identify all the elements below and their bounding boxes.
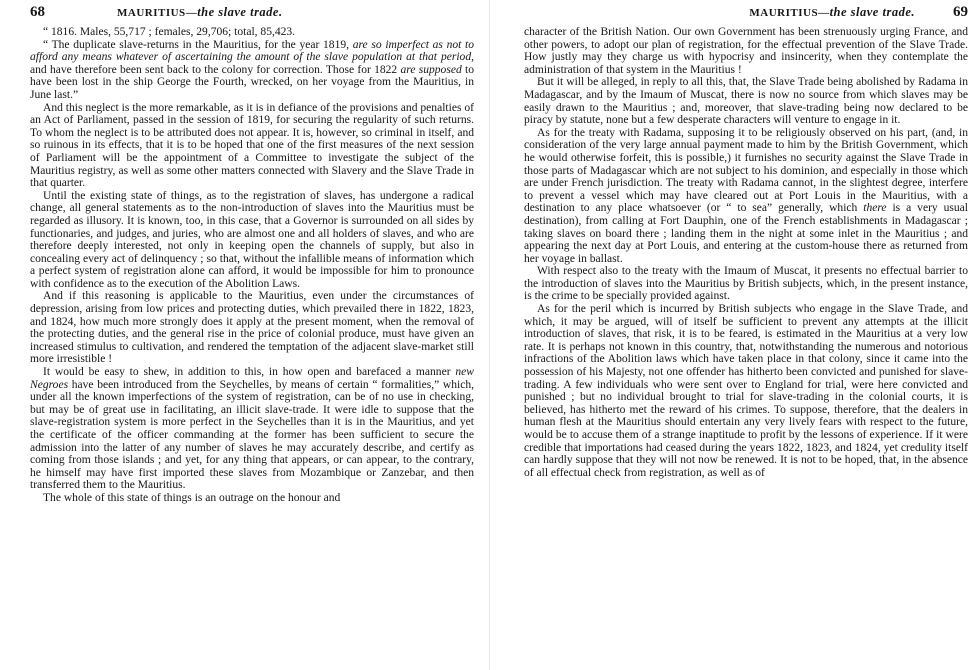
text-run: “ 1816. Males, 55,717 ; females, 29,706; total, 85,423. [43,26,296,38]
text-run: As for the treaty with Radama, supposing it to be religiously observed on his part, (and, in consideration of the very large annual payment made to him by the British Government, which he would otherwise forfeit, this is possible,) it furnishes no security against the Slave Trade in those parts of Madagascar which are not subject to his dominion, and especially in those which are under French jurisdiction. The treaty with Radama cannot, in the slightest degree, interfere to prevent a vessel which may have cleared out at Port Louis in the Mauritius, with a destination to any place whatsoever (or “ to sea” generally, which [524,126,968,215]
paragraph-q3 [524,127,968,266]
running-head-main: MAURITIUS [749,7,819,19]
text-run: there [863,202,887,215]
text-run: character of the British Nation. Our own Government has been strenuously urging France, and other powers, to adopt our plan of registration, for the effectual prevention of the Slave Trade. How justly may they charge us with hypocrisy and insincerity, when they contemplate the administration of that system in the Mauritius ! [524,26,968,76]
paragraph-p2 [30,39,474,102]
text-run: And if this reasoning is applicable to the Mauritius, even under the circumstances of depression, arising from low prices and protecting duties, which prevailed there in 1822, 1823, and 1824, how much more strongly does it apply at the present moment, when the removal of the protecting duties, and the general rise in the price of colonial produce, must have given an increased stimulus to cultivation, and rendered the temptation of the adjacent slave-market still more irresistible ! [30,290,474,366]
paragraph-p3 [30,102,474,190]
page-number: 68 [30,4,45,20]
paragraph-q2 [524,76,968,126]
text-run: And this neglect is the more remarkable, as it is in defiance of the provisions and penalties of an Act of Parliament, passed in the session of 1819, for securing the regularity of such returns. To whom the neglect is to be attributed does not appear. It is, however, so criminal in itself, and so ruinous in its effects, that it is to be hoped that one of the first measures of the next session of Parliament will be the appointment of a Committee to investigate the subject of the Mauritius registry, as well as some other matters connected with Slavery and the Slave Trade in that quarter. [30,101,474,190]
text-run: is a very usual destination), from calling at Fort Dauphin, one of the French establishments in Madagascar ; taking slaves on board there ; landing them in the night at some inlet in the Mauritius ; and appearing the next day at Port Louis, and entering at the custom-house there as returned from her voyage in ballast. [524,202,968,265]
paragraph-p1 [30,26,474,39]
paragraph-p5 [30,290,474,366]
page-number: 69 [953,4,968,20]
text-run: “ The duplicate slave-returns in the Mauritius, for the year 1819, [43,38,353,51]
paragraph-p6 [30,366,474,492]
text-run: are so imperfect as not to afford any means whatever of ascertaining the amount of the slave population at that period, [30,38,474,64]
paragraph-q4 [524,265,968,303]
text-run: new Negroes [30,366,474,391]
text-run: With respect also to the treaty with the Imaum of Muscat, it presents no effectual barrier to the introduction of slaves into the Mauritius by British subjects, which, in the present instance, is the crime to be specially provided against. [524,265,968,303]
text-run: and have therefore been sent back to the colony for correction. Those for 1822 [30,63,401,76]
text-run: Until the existing state of things, as to the registration of slaves, has undergone a radical change, all general statements as to the non-introduction of slaves into the Mauritius must be regarded as illusory. It is known, too, in this case, that a Governor is surrounded on all sides by functionaries, and judges, and juries, who are almost one and all holders of slaves, and who are therefore deeply interested, not only in keeping open the channels of supply, but also in concealing every act of delinquency ; so that, without the infallible means of information which a perfect system of registration alone can afford, it would be impossible for him to pronounce with confidence as to the execution of the Abolition Laws. [30,189,474,290]
text-run: The whole of this state of things is an outrage on the honour and [43,491,341,504]
text-run: are supposed [400,63,462,76]
running-head-sub: the slave trade. [829,5,915,19]
running-head-main: MAURITIUS [117,7,186,19]
running-head-sub: the slave trade. [197,5,283,19]
running-head: MAURITIUS—the slave trade. [117,5,283,19]
text-run: have been introduced from the Seychelles, by means of certain “ formalities,” which, under all the known imperfections of the system of registration, can be of no use in checking, but may be of great use in facilitating, an illicit slave-trade. It were idle to suppose that the slave-registration system is more perfect in the Seychelles than it is in the Mauritius, and yet the certificate of the officer commanding at the former has been sufficient to secure the admission into the latter of any number of slaves he may accurately describe, and certify as coming from those islands ; and yet, for any thing that appears, or can appear, to the contrary, he himself may have first imported these slaves from Mozambique or Zanzebar, and then transferred them to the Mauritius. [30,378,474,492]
left-body-text [30,26,474,505]
paragraph-q1 [524,26,968,76]
text-run: But it will be alleged, in reply to all this, that, the Slave Trade being abolished by Radama in Madagascar, and by the Imaum of Muscat, there is now no source from which slaves may be easily drawn to the Mauritius ; and, moreover, that slave-trading being now declared to be piracy by statute, none but a few desperate characters will venture to engage in it. [524,76,968,127]
paragraph-q5 [524,303,968,479]
right-body-text [524,26,968,479]
paragraph-p7 [30,492,474,505]
running-head: MAURITIUS—the slave trade. [749,5,915,19]
right-page [490,0,980,670]
paragraph-p4 [30,190,474,291]
right-header [524,4,968,26]
text-run: As for the peril which is incurred by British subjects who engage in the Slave Trade, and which, it may be argued, will of itself be sufficient to prevent any attempts at the illicit introduction of slaves, that risk, it is to be feared, is estimated in the Mauritius at a very low rate. It is perhaps not known in this country, that, notwithstanding the numerous and notorious infractions of the Abolition laws which have taken place in that colony, since it came into the possession of his Majesty, not one offender has hitherto been convicted and punished for slave-trading. A few individuals who were sent over to England for trial, were here convicted and punished ; but no individual brought to trial for slave-trading in the colonial courts, it is believed, has hitherto met the reward of his crimes. To suppose, therefore, that the dealers in human flesh at the Mauritius should entertain any very lively fears with respect to the future, would be to accuse them of a strange inaptitude to profit by the lessons of experience. If it were credible that importations had ceased during the years 1822, 1823, and 1824, yet credulity itself can hardly suppose that they will not now be renewed. It is not to be hoped, that, in the absence of all effectual check from registration, as well as of [524,303,968,479]
text-run: to have been lost in the ship George the Fourth, wrecked, on her voyage from the Mauritius, in June last.” [30,63,474,101]
left-header [30,4,474,26]
text-run: It would be easy to shew, in addition to this, in how open and barefaced a manner [43,366,456,379]
